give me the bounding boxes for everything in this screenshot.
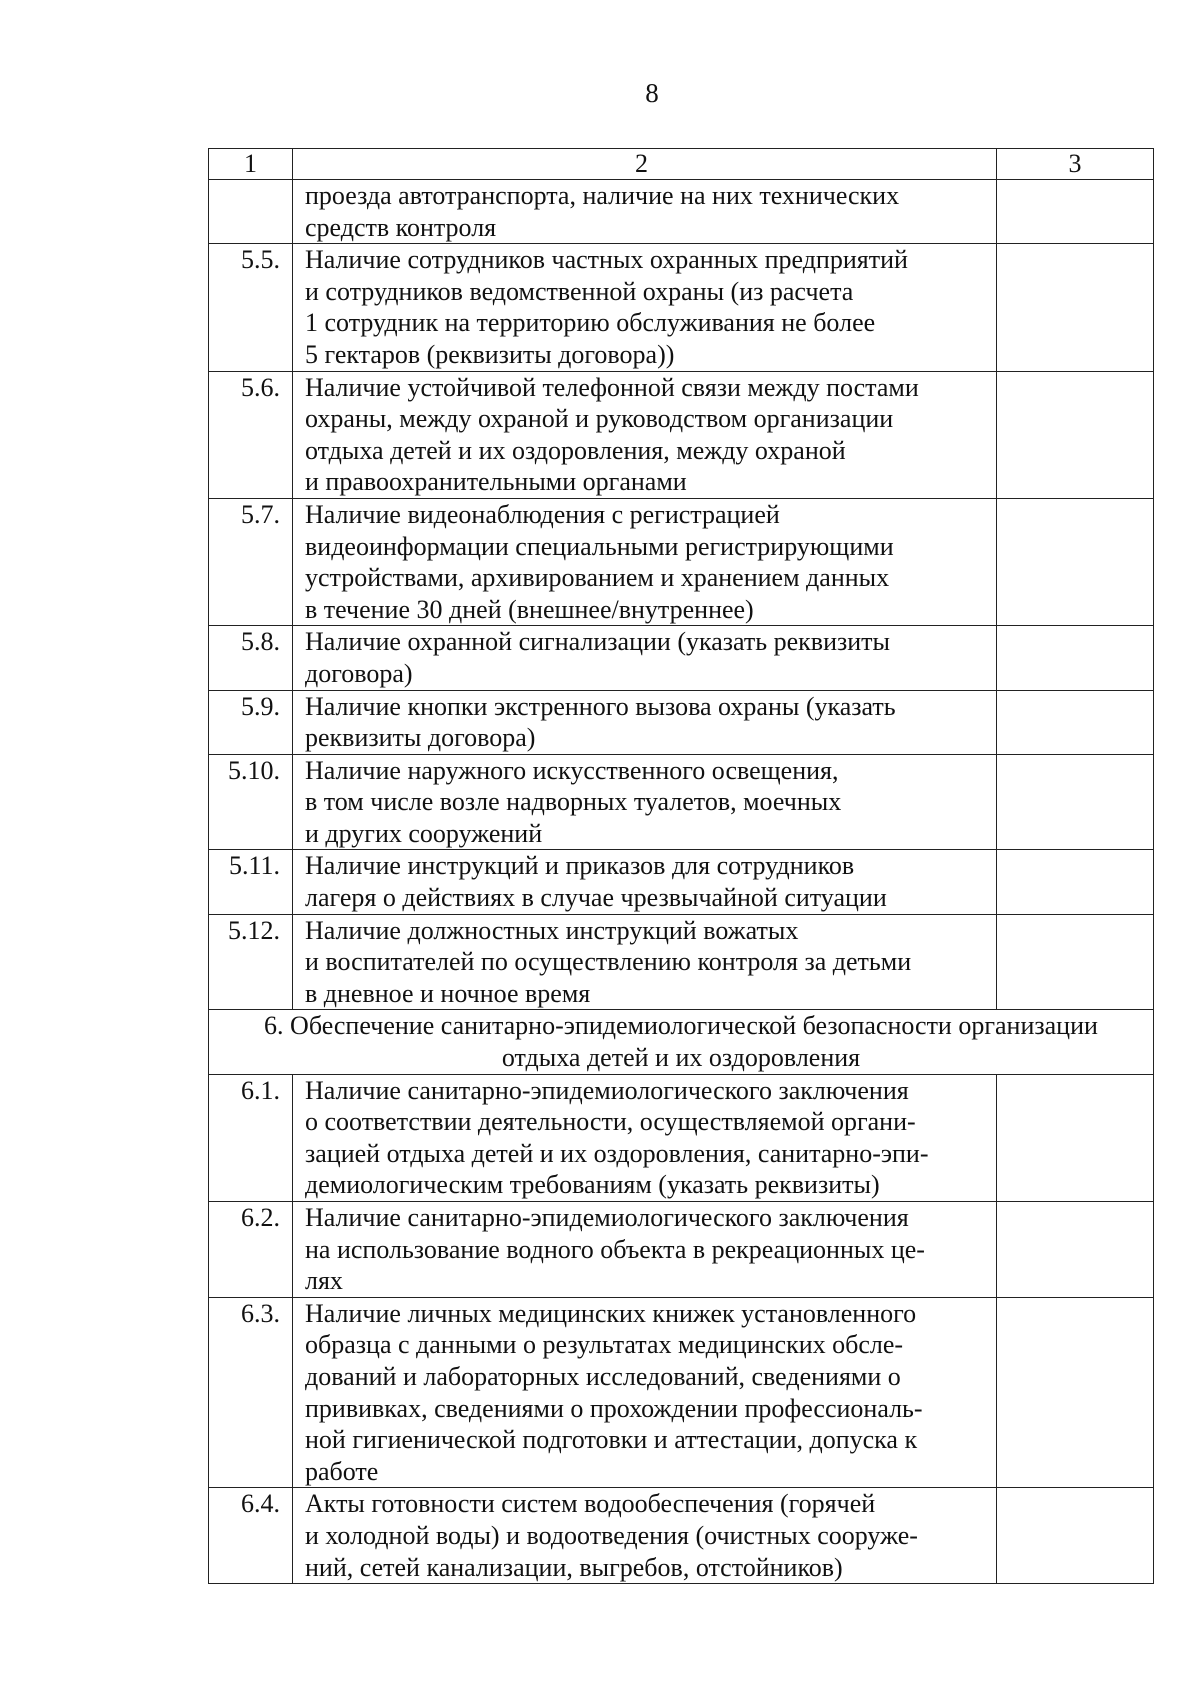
row-description [293, 754, 997, 850]
row-number [209, 180, 293, 244]
description-line: о соответствии деятельности, осуществляемой органи- [305, 1107, 916, 1137]
table-row [209, 244, 1154, 371]
table-row [209, 1488, 1154, 1584]
table-row [209, 498, 1154, 625]
row-description [293, 626, 997, 690]
row-number: 5.9. [209, 690, 293, 754]
row-value-cell [997, 1297, 1154, 1488]
row-number: 6.4. [209, 1488, 293, 1584]
row-description [293, 498, 997, 625]
row-value-cell [997, 180, 1154, 244]
description-line: прививках, сведениями о прохождении профессиональ- [305, 1393, 923, 1423]
row-number: 5.10. [209, 754, 293, 850]
table-row [209, 1297, 1154, 1488]
table-header-row [209, 149, 1154, 180]
description-line: и правоохранительными органами [305, 467, 687, 497]
section-heading-line: 6. Обеспечение санитарно-эпидемиологической безопасности организации [264, 1011, 1098, 1041]
row-number: 6.3. [209, 1297, 293, 1488]
description-line: реквизиты договора) [305, 723, 536, 753]
table-row [209, 626, 1154, 690]
description-line: договора) [305, 658, 413, 688]
table-row [209, 371, 1154, 498]
table-row [209, 1074, 1154, 1201]
row-description [293, 180, 997, 244]
description-line: лагеря о действиях в случае чрезвычайной ситуации [305, 883, 887, 913]
section-heading [209, 1010, 1154, 1074]
description-line: дований и лабораторных исследований, сведениями о [305, 1361, 901, 1391]
description-line: Наличие устойчивой телефонной связи между постами [305, 372, 919, 402]
row-number: 5.8. [209, 626, 293, 690]
checklist-table [208, 148, 1154, 1584]
description-line: Наличие личных медицинских книжек установленного [305, 1298, 917, 1328]
row-number: 5.7. [209, 498, 293, 625]
row-number: 6.1. [209, 1074, 293, 1201]
row-value-cell [997, 690, 1154, 754]
row-value-cell [997, 371, 1154, 498]
table-body [209, 149, 1154, 1584]
description-line: Наличие видеонаблюдения с регистрацией [305, 499, 780, 529]
description-line: Наличие наружного искусственного освещения, [305, 755, 839, 785]
description-line: 1 сотрудник на территорию обслуживания не более [305, 308, 876, 338]
description-line: 5 гектаров (реквизиты договора)) [305, 339, 675, 369]
description-line: в течение 30 дней (внешнее/внутреннее) [305, 594, 754, 624]
page-number: 8 [645, 78, 659, 108]
description-line: Наличие должностных инструкций вожатых [305, 915, 799, 945]
row-value-cell [997, 850, 1154, 914]
row-value-cell [997, 498, 1154, 625]
description-line: Наличие инструкций и приказов для сотрудников [305, 851, 855, 881]
table-row [209, 1202, 1154, 1298]
description-line: и других сооружений [305, 818, 543, 848]
description-line: в дневное и ночное время [305, 978, 591, 1008]
description-line: ний, сетей канализации, выгребов, отстойников) [305, 1552, 843, 1582]
row-description [293, 1074, 997, 1201]
section-heading-line: отдыха детей и их оздоровления [501, 1043, 861, 1073]
section-heading-row [209, 1010, 1154, 1074]
description-line: Наличие санитарно-эпидемиологического заключения [305, 1203, 909, 1232]
description-line: зацией отдыха детей и их оздоровления, санитарно-эпи- [305, 1138, 929, 1168]
description-line: охраны, между охраной и руководством организации [305, 404, 894, 434]
description-line: видеоинформации специальными регистрирующими [305, 531, 894, 561]
row-description [293, 1488, 997, 1584]
header-col-1: 1 [209, 149, 293, 180]
row-number: 5.5. [209, 244, 293, 371]
row-description [293, 244, 997, 371]
row-description [293, 690, 997, 754]
header-col-2: 2 [293, 149, 997, 180]
description-line: Наличие сотрудников частных охранных предприятий [305, 245, 908, 275]
table-row [209, 850, 1154, 914]
row-value-cell [997, 754, 1154, 850]
description-line: Наличие охранной сигнализации (указать реквизиты [305, 627, 891, 657]
table-row [209, 914, 1154, 1010]
row-number: 6.2. [209, 1202, 293, 1298]
description-line: работе [305, 1456, 379, 1486]
description-line: демиологическим требованиям (указать реквизиты) [305, 1170, 880, 1200]
row-description [293, 371, 997, 498]
description-line: и холодной воды) и водоотведения (очистных сооруже- [305, 1520, 918, 1550]
description-line: отдыха детей и их оздоровления, между охраной [305, 435, 846, 465]
description-line: образца с данными о результатах медицинских обсле- [305, 1330, 904, 1360]
row-value-cell [997, 1202, 1154, 1298]
row-value-cell [997, 1074, 1154, 1201]
row-number: 5.11. [209, 850, 293, 914]
description-line: и сотрудников ведомственной охраны (из расчета [305, 276, 854, 306]
description-line: устройствами, архивированием и хранением данных [305, 563, 890, 593]
table-row [209, 180, 1154, 244]
row-value-cell [997, 626, 1154, 690]
description-line: средств контроля [305, 212, 497, 242]
description-line: лях [305, 1266, 343, 1296]
description-line: проезда автотранспорта, наличие на них технических [305, 181, 900, 210]
row-number: 5.6. [209, 371, 293, 498]
row-value-cell [997, 244, 1154, 371]
row-description [293, 1297, 997, 1488]
description-line: Наличие санитарно-эпидемиологического заключения [305, 1075, 909, 1105]
table-row [209, 754, 1154, 850]
description-line: на использование водного объекта в рекреационных це- [305, 1234, 925, 1264]
row-value-cell [997, 1488, 1154, 1584]
row-description [293, 914, 997, 1010]
row-number: 5.12. [209, 914, 293, 1010]
row-description [293, 1202, 997, 1298]
header-col-3: 3 [997, 149, 1154, 180]
row-value-cell [997, 914, 1154, 1010]
description-line: Наличие кнопки экстренного вызова охраны (указать [305, 691, 896, 721]
description-line: и воспитателей по осуществлению контроля за детьми [305, 947, 912, 977]
table-row [209, 690, 1154, 754]
description-line: в том числе возле надворных туалетов, моечных [305, 787, 842, 817]
description-line: ной гигиенической подготовки и аттестации, допуска к [305, 1425, 918, 1455]
row-description [293, 850, 997, 914]
description-line: Акты готовности систем водообеспечения (горячей [305, 1489, 876, 1519]
